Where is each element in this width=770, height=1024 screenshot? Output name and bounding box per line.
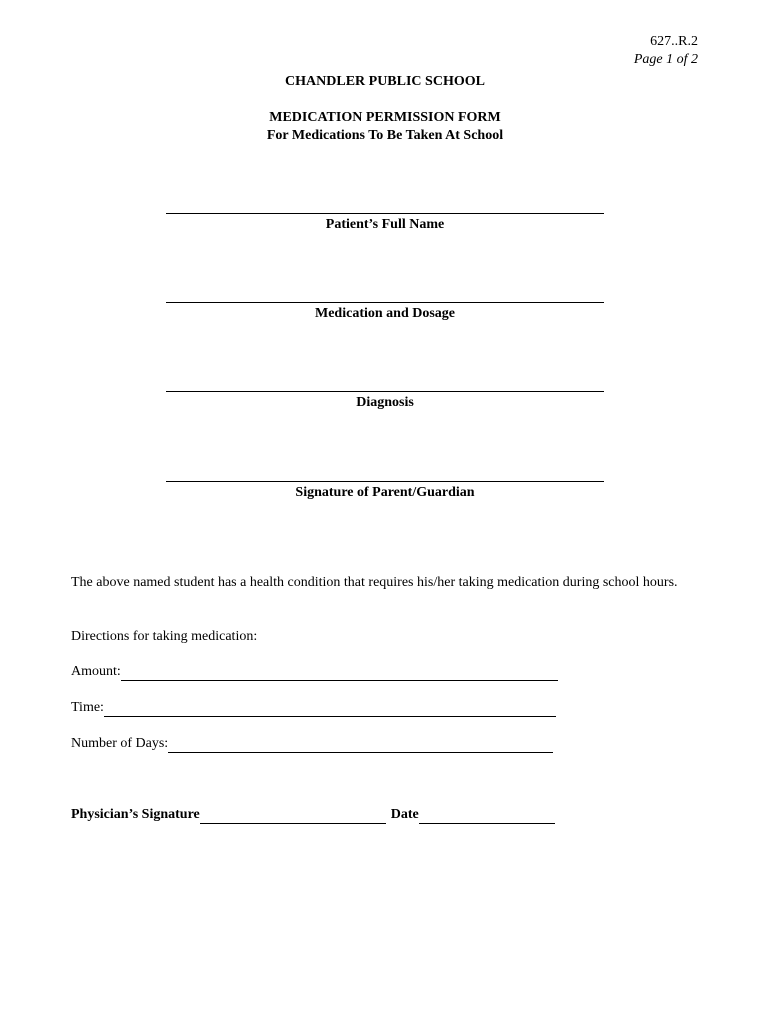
- physician-signature-field[interactable]: [200, 809, 386, 824]
- health-statement: The above named student has a health condition that requires his/her taking medication during school hours.: [71, 575, 678, 590]
- date-label: Date: [390, 807, 419, 822]
- days-field[interactable]: [168, 738, 553, 753]
- days-label: Number of Days:: [71, 736, 169, 751]
- diagnosis-line[interactable]: [166, 391, 604, 392]
- parent-signature-line[interactable]: [166, 481, 604, 482]
- form-subtitle: For Medications To Be Taken At School: [266, 128, 504, 143]
- page-number: Page 1 of 2: [633, 52, 698, 67]
- amount-label: Amount:: [71, 664, 121, 679]
- document-code: 627..R.2: [650, 34, 698, 49]
- time-field[interactable]: [104, 702, 556, 717]
- physician-row: [71, 806, 555, 824]
- patient-name-label: Patient’s Full Name: [325, 217, 445, 232]
- diagnosis-label: Diagnosis: [356, 395, 414, 410]
- time-label: Time:: [71, 700, 104, 715]
- physician-signature-label: Physician’s Signature: [71, 807, 200, 822]
- date-field[interactable]: [419, 809, 555, 824]
- medication-dosage-label: Medication and Dosage: [315, 306, 455, 321]
- parent-signature-label: Signature of Parent/Guardian: [295, 485, 475, 500]
- amount-field[interactable]: [121, 666, 558, 681]
- amount-row: [71, 663, 558, 681]
- days-row: [71, 735, 553, 753]
- patient-name-line[interactable]: [166, 213, 604, 214]
- document-reference: [634, 33, 698, 69]
- form-title: MEDICATION PERMISSION FORM: [269, 110, 501, 125]
- school-name: CHANDLER PUBLIC SCHOOL: [285, 74, 485, 89]
- directions-label: Directions for taking medication:: [71, 629, 258, 644]
- time-row: [71, 699, 556, 717]
- medication-dosage-line[interactable]: [166, 302, 604, 303]
